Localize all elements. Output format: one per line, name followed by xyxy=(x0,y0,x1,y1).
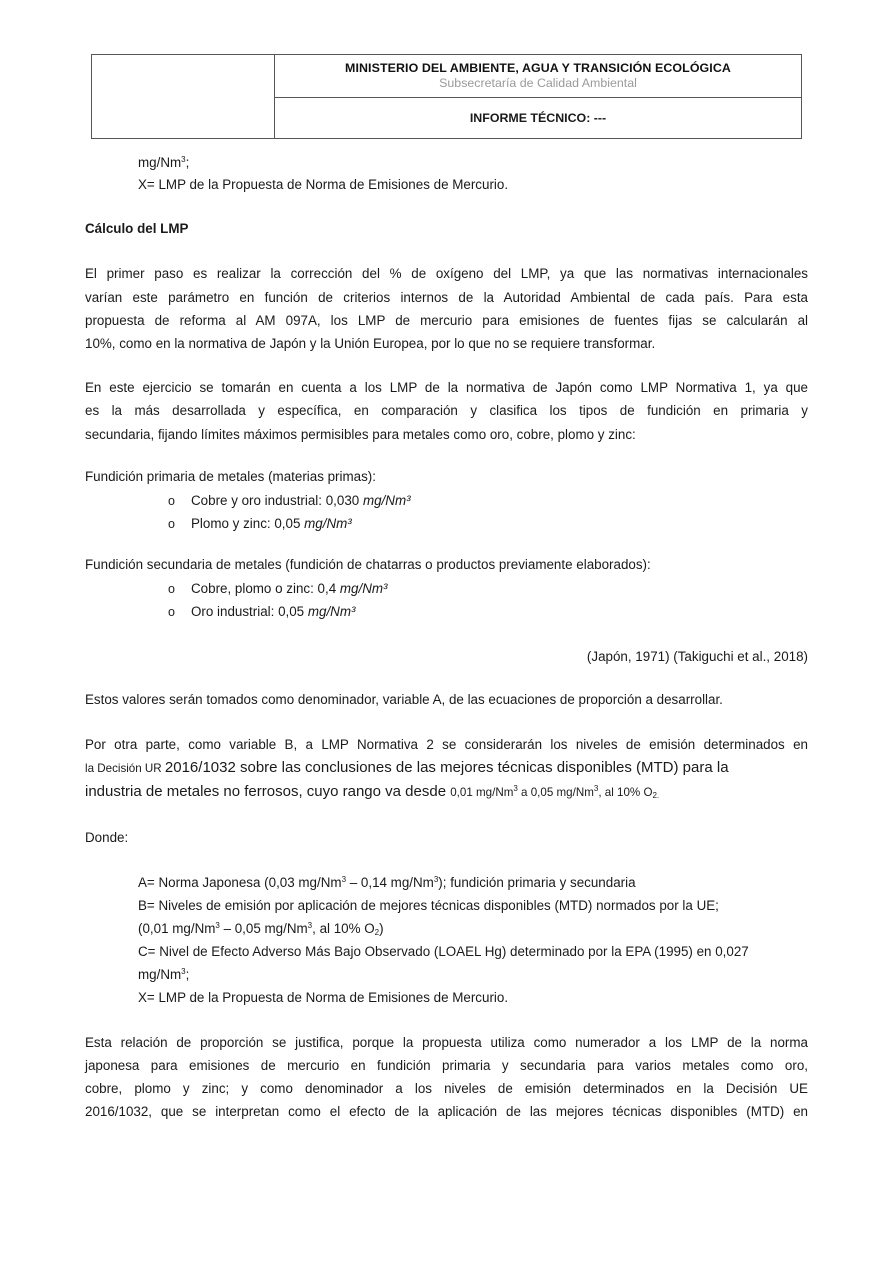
bullet-icon: o xyxy=(168,582,175,596)
citation: (Japón, 1971) (Takiguchi et al., 2018) xyxy=(586,649,808,664)
para2-line: En este ejercicio se tomarán en cuenta a los LMP de la normativa de Japón como LMP Normativa 1, ya que xyxy=(85,380,808,395)
definition-b-range: (0,01 mg/Nm$^3$ – 0,05 mg/Nm$^3$, al 10% $O_2$) xyxy=(138,921,384,937)
definition-a: A= Norma Japonesa (0,03 mg/Nm$^3$ – 0,14 mg/Nm$^3$); fundición primaria y secundaria xyxy=(138,875,636,890)
section-title: Cálculo del LMP xyxy=(85,221,189,236)
header-info xyxy=(275,55,801,138)
report-title: INFORME TÉCNICO: --- xyxy=(469,111,607,125)
para3: Estos valores serán tomados como denominador, variable A, de las ecuaciones de proporción a desarrollar. xyxy=(85,692,723,707)
secondary-item: Oro industrial: 0,05 mg/Nm³ xyxy=(191,604,356,619)
para1-line: varían este parámetro en función de criterios internos de la Autoridad Ambiental de cada país. Para esta xyxy=(85,290,808,305)
definition-c: C= Nivel de Efecto Adverso Más Bajo Observado (LOAEL Hg) determinado por la EPA (1995) en 0,027 xyxy=(138,944,749,959)
definition-b: B= Niveles de emisión por aplicación de mejores técnicas disponibles (MTD) normados por la UE; xyxy=(138,898,719,913)
bullet-icon: o xyxy=(168,517,175,531)
subsecretaria-name: Subsecretaría de Calidad Ambiental xyxy=(439,76,637,90)
definition-x: X= LMP de la Propuesta de Norma de Emisiones de Mercurio. xyxy=(138,990,509,1005)
para1-line: 10%, como en la normativa de Japón y la Unión Europea, por lo que no se requiere transformar. xyxy=(85,336,656,351)
logo-cell xyxy=(92,55,275,138)
document-header xyxy=(91,54,802,139)
donde-label: Donde: xyxy=(85,830,129,845)
continuation-unit: mg/Nm$^3$; xyxy=(138,155,190,170)
para5-line: cobre, plomo y zinc; y como denominador a los niveles de emisión determinados en la Decisión UE xyxy=(85,1081,808,1096)
para1-line: propuesta de reforma al AM 097A, los LMP de mercurio para emisiones de fuentes fijas se calcularán al xyxy=(85,313,808,328)
primary-heading: Fundición primaria de metales (materias primas): xyxy=(85,469,376,484)
para5-line: japonesa para emisiones de mercurio en fundición primaria y secundaria para varios metales como oro, xyxy=(85,1058,808,1073)
para1-line: El primer paso es realizar la corrección del % de oxígeno del LMP, ya que las normativas internacionales xyxy=(85,266,808,281)
continuation-x-definition: X= LMP de la Propuesta de Norma de Emisiones de Mercurio. xyxy=(138,177,509,192)
para4-line3: industria de metales no ferrosos, cuyo rango va desde 0,01 mg/Nm$^3$ a 0,05 mg/Nm$^3$, al 10% $O_{2.}$ xyxy=(85,783,660,800)
bullet-icon: o xyxy=(168,494,175,508)
primary-item: Cobre y oro industrial: 0,030 mg/Nm³ xyxy=(191,493,411,508)
para2-line: secundaria, fijando límites máximos permisibles para metales como oro, cobre, plomo y zinc: xyxy=(85,427,636,442)
secondary-heading: Fundición secundaria de metales (fundición de chatarras o productos previamente elaborados): xyxy=(85,557,651,572)
primary-item: Plomo y zinc: 0,05 mg/Nm³ xyxy=(191,516,352,531)
header-ministry-cell xyxy=(275,55,801,98)
para4-line: Por otra parte, como variable B, a LMP Normativa 2 se considerarán los niveles de emisión determinados en xyxy=(85,737,808,752)
para5-line: Esta relación de proporción se justifica, porque la propuesta utiliza como numerador a los LMP de la norma xyxy=(85,1035,808,1050)
definition-c-unit: mg/Nm$^3$; xyxy=(138,967,190,982)
para4-line2: la Decisión UR 2016/1032 sobre las conclusiones de las mejores técnicas disponibles (MTD) para la xyxy=(85,759,729,776)
secondary-item: Cobre, plomo o zinc: 0,4 mg/Nm³ xyxy=(191,581,388,596)
para5-line: 2016/1032, que se interpretan como el efecto de la aplicación de las mejores técnicas disponibles (MTD) en xyxy=(85,1104,808,1119)
ministry-name: MINISTERIO DEL AMBIENTE, AGUA Y TRANSICIÓN ECOLÓGICA xyxy=(345,61,731,75)
para2-line: es la más desarrollada y específica, en comparación y clasifica los tipos de fundición en primaria y xyxy=(85,403,808,418)
bullet-icon: o xyxy=(168,605,175,619)
